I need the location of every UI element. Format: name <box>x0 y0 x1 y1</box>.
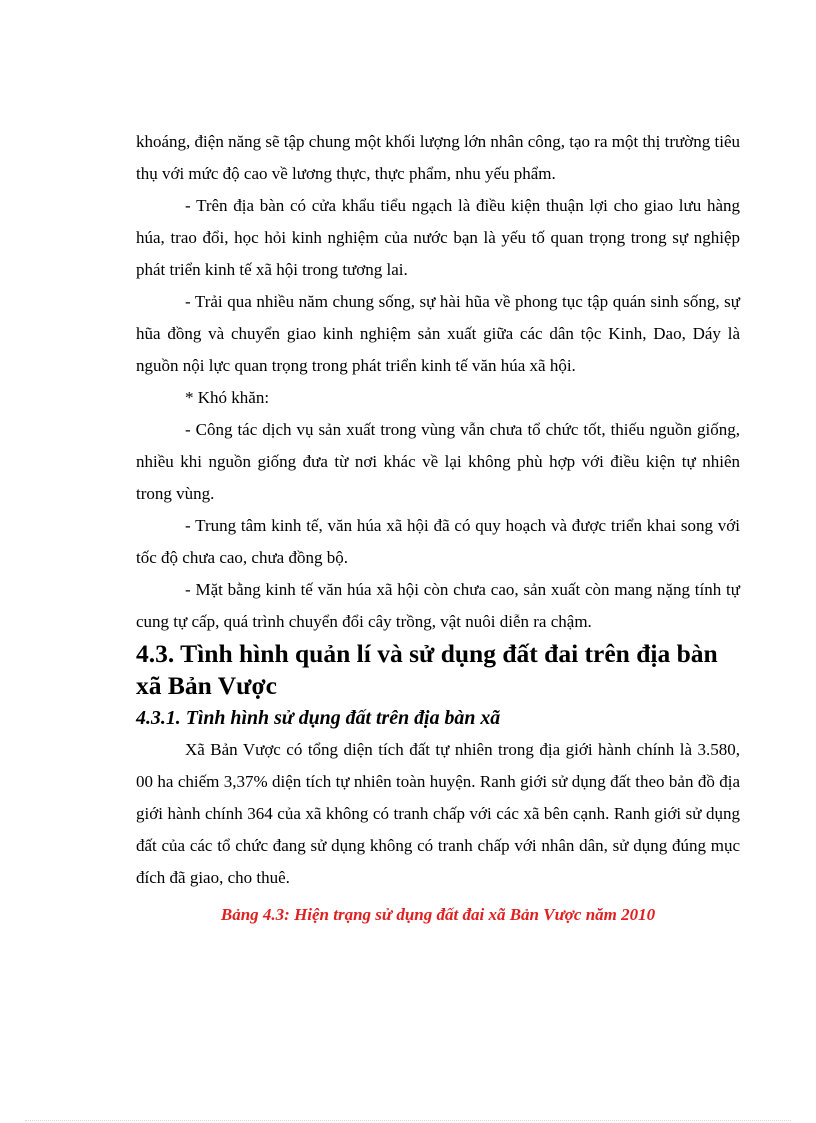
section-heading: 4.3. Tình hình quản lí và sử dụng đất đai trên địa bàn xã Bản Vược <box>136 639 718 700</box>
paragraph-economic-level: - Mặt bằng kinh tế văn húa xã hội còn chưa cao, sản xuất còn mang nặng tính tự cung tự cấp, quá trình chuyển đổi cây trồng, vật nuôi diễn ra chậm. <box>136 580 740 631</box>
paragraph-border-gate: - Trên địa bàn có cửa khẩu tiểu ngạch là điều kiện thuận lợi cho giao lưu hàng húa, trao đổi, học hỏi kinh nghiệm của nước bạn là yếu tố quan trọng trong sự nghiệp phát triển kinh tế xã hội trong tương lai. <box>136 196 740 279</box>
paragraph-land-area: Xã Bản Vược có tổng diện tích đất tự nhiên trong địa giới hành chính là 3.580, 00 ha chiếm 3,37% diện tích tự nhiên toàn huyện. Ranh giới sử dụng đất theo bản đồ địa giới hành chính 364 của xã không có tranh chấp với các xã bên cạnh. Ranh giới sử dụng đất của các tổ chức đang sử dụng không có tranh chấp với nhân dân, sử dụng đúng mục đích đã giao, cho thuê. <box>136 740 740 887</box>
page-bottom-divider <box>25 1120 791 1121</box>
difficulties-label: * Khó khăn: <box>185 388 270 407</box>
table-caption: Bảng 4.3: Hiện trạng sử dụng đất đai xã Bản Vược năm 2010 <box>220 905 656 924</box>
paragraph-continuation: khoáng, điện năng sẽ tập chung một khối lượng lớn nhân công, tạo ra một thị trường tiêu thụ với mức độ cao về lương thực, thực phẩm, nhu yếu phẩm. <box>136 132 740 183</box>
document-page <box>136 126 740 931</box>
subsection-heading: 4.3.1. Tình hình sử dụng đất trên địa bàn xã <box>136 707 501 729</box>
paragraph-production-services: - Công tác dịch vụ sản xuất trong vùng vẫn chưa tổ chức tốt, thiếu nguồn giống, nhiều khi nguồn giống đưa từ nơi khác về lại không phù hợp với điều kiện tự nhiên trong vùng. <box>136 420 740 503</box>
paragraph-economic-center: - Trung tâm kinh tế, văn húa xã hội đã có quy hoạch và được triển khai song với tốc độ chưa cao, chưa đồng bộ. <box>136 516 740 567</box>
paragraph-ethnic-harmony: - Trải qua nhiều năm chung sống, sự hài hũa về phong tục tập quán sinh sống, sự hũa đồng và chuyển giao kinh nghiệm sản xuất giữa các dân tộc Kinh, Dao, Dáy là nguồn nội lực quan trọng trong phát triển kinh tế văn húa xã hội. <box>136 292 740 375</box>
